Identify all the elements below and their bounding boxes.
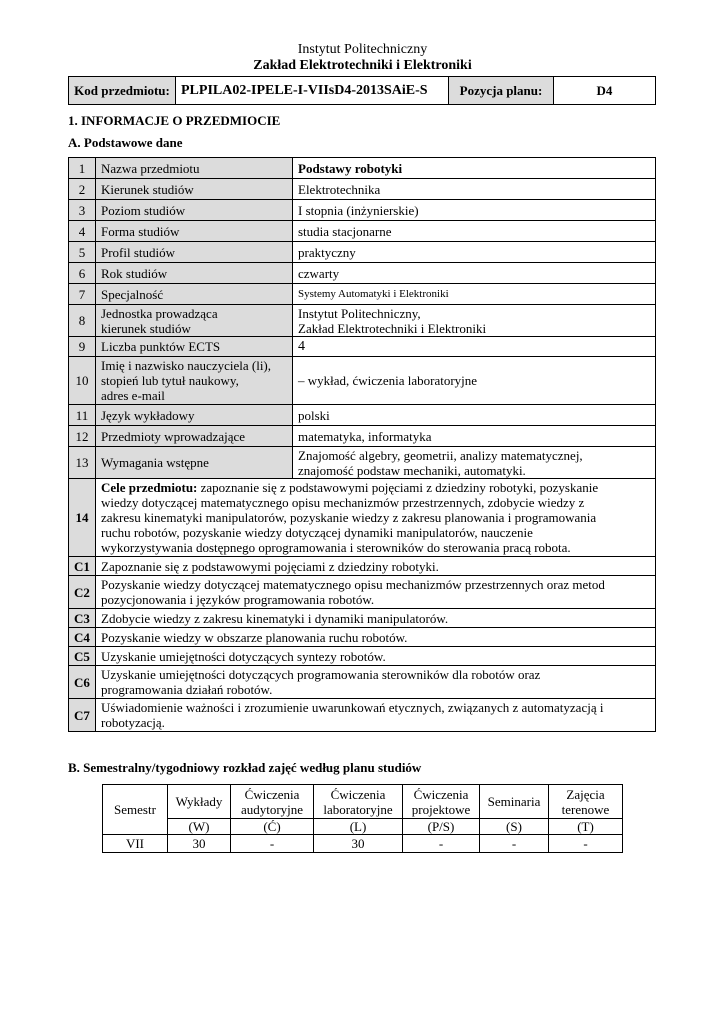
row-number: 7 [69,284,96,305]
code-label: Kod przedmiotu: [69,77,176,105]
row-number: 8 [69,305,96,337]
hours-value: 30 [168,835,231,853]
row-value: praktyczny [293,242,656,263]
column-code: (Ć) [231,819,314,835]
row-value: Systemy Automatyki i Elektroniki [293,284,656,305]
row-number: 3 [69,200,96,221]
column-header: Ćwiczenia audytoryjne [231,785,314,819]
row-key: Rok studiów [96,263,293,284]
row-key: Profil studiów [96,242,293,263]
table-row [69,405,656,426]
table-row [69,242,656,263]
table-row [69,305,656,337]
table-row [69,609,656,628]
table-row [69,666,656,699]
schedule-table [102,784,623,853]
hours-value: - [231,835,314,853]
row-key: Język wykładowy [96,405,293,426]
goal-id: C1 [69,557,96,576]
row-number: 12 [69,426,96,447]
hours-value: - [480,835,549,853]
goal-id: C7 [69,699,96,732]
schedule-header-row [103,785,623,819]
row-key: Kierunek studiów [96,179,293,200]
row-key: Poziom studiów [96,200,293,221]
table-row [69,263,656,284]
column-code: (W) [168,819,231,835]
row-key: Liczba punktów ECTS [96,337,293,357]
table-row [69,576,656,609]
column-header: Zajęcia terenowe [549,785,623,819]
basic-data-table [68,157,656,732]
code-value: PLPILA02-IPELE-I-VIIsD4-2013SAiE-S [176,77,449,105]
semester-header: Semestr [103,785,168,835]
row-value: czwarty [293,263,656,284]
row-number: 10 [69,357,96,405]
goal-id: C2 [69,576,96,609]
schedule-data-row [103,835,623,853]
column-header: Ćwiczenia projektowe [403,785,480,819]
goal-text: Zapoznanie się z podstawowymi pojęciami z dziedziny robotyki. [96,557,656,576]
row-key: Wymagania wstępne [96,447,293,479]
column-header: Ćwiczenia laboratoryjne [314,785,403,819]
row-value: Instytut Politechniczny, Zakład Elektrotechniki i Elektroniki [293,305,656,337]
course-goals: Cele przedmiotu: zapoznanie się z podstawowymi pojęciami z dziedziny robotyki, pozyskanie wiedzy dotyczącej matematycznego opisu mechanizmów przestrzennych, zdobycie wiedzy z zakresu kinematyki manipulatorów, pozyskanie wiedzy z zakresu planowania i programowania ruchu robotów, pozyskanie wiedzy dotyczącej dynamiki manipulatorów, nauczenie wykorzystywania dostępnego oprogramowania i sterowników do sterowania pracą robota. [96,479,656,557]
table-row [69,699,656,732]
column-code: (S) [480,819,549,835]
row-value: I stopnia (inżynierskie) [293,200,656,221]
plan-position-value: D4 [554,77,656,105]
goal-text: Pozyskanie wiedzy w obszarze planowania ruchu robotów. [96,628,656,647]
table-row [69,357,656,405]
table-row [69,647,656,666]
row-number: 4 [69,221,96,242]
section-a-title: A. Podstawowe dane [68,135,183,150]
table-row [69,284,656,305]
hours-value: 30 [314,835,403,853]
row-number: 5 [69,242,96,263]
schedule-code-row [103,819,623,835]
hours-value: - [549,835,623,853]
row-key: Jednostka prowadząca kierunek studiów [96,305,293,337]
table-row [69,479,656,557]
course-name: Podstawy robotyki [293,158,656,179]
row-number: 9 [69,337,96,357]
course-code-table [68,76,656,105]
section-b-title: B. Semestralny/tygodniowy rozkład zajęć według planu studiów [68,760,422,775]
row-key: Forma studiów [96,221,293,242]
table-row [69,628,656,647]
goal-text: Uzyskanie umiejętności dotyczących programowania sterowników dla robotów oraz programowania działań robotów. [96,666,656,699]
goal-text: Zdobycie wiedzy z zakresu kinematyki i dynamiki manipulatorów. [96,609,656,628]
plan-position-label: Pozycja planu: [449,77,554,105]
row-value: Elektrotechnika [293,179,656,200]
row-value: – wykład, ćwiczenia laboratoryjne [293,357,656,405]
row-value: Znajomość algebry, geometrii, analizy matematycznej, znajomość podstaw mechaniki, automatyki. [293,447,656,479]
column-code: (T) [549,819,623,835]
row-value: 4 [293,337,656,357]
table-row [69,557,656,576]
goal-text: Uświadomienie ważności i zrozumienie uwarunkowań etycznych, związanych z automatyzacją i robotyzacją. [96,699,656,732]
table-row [69,200,656,221]
goal-text: Uzyskanie umiejętności dotyczących syntezy robotów. [96,647,656,666]
table-row [69,447,656,479]
goal-id: C5 [69,647,96,666]
row-key: Imię i nazwisko nauczyciela (li), stopień lub tytuł naukowy, adres e-mail [96,357,293,405]
row-number: 6 [69,263,96,284]
row-number: 13 [69,447,96,479]
department-name: Zakład Elektrotechniki i Elektroniki [253,58,472,73]
section-1-title: 1. INFORMACJE O PRZEDMIOCIE [68,113,281,128]
column-header: Wykłady [168,785,231,819]
column-code: (P/S) [403,819,480,835]
institute-name: Instytut Politechniczny [297,42,428,57]
hours-value: - [403,835,480,853]
row-value: studia stacjonarne [293,221,656,242]
row-value: matematyka, informatyka [293,426,656,447]
table-row [69,158,656,179]
table-row [69,221,656,242]
goal-id: C6 [69,666,96,699]
row-number: 2 [69,179,96,200]
goal-text: Pozyskanie wiedzy dotyczącej matematycznego opisu mechanizmów przestrzennych oraz metod pozycjonowania i języków programowania robotów. [96,576,656,609]
table-row [69,426,656,447]
row-key: Przedmioty wprowadzające [96,426,293,447]
row-key: Specjalność [96,284,293,305]
semester-value: VII [103,835,168,853]
goal-id: C4 [69,628,96,647]
table-row [69,179,656,200]
row-value: polski [293,405,656,426]
row-number: 11 [69,405,96,426]
row-key: Nazwa przedmiotu [96,158,293,179]
row-number: 14 [69,479,96,557]
goal-id: C3 [69,609,96,628]
column-header: Seminaria [480,785,549,819]
table-row [69,337,656,357]
column-code: (L) [314,819,403,835]
row-number: 1 [69,158,96,179]
